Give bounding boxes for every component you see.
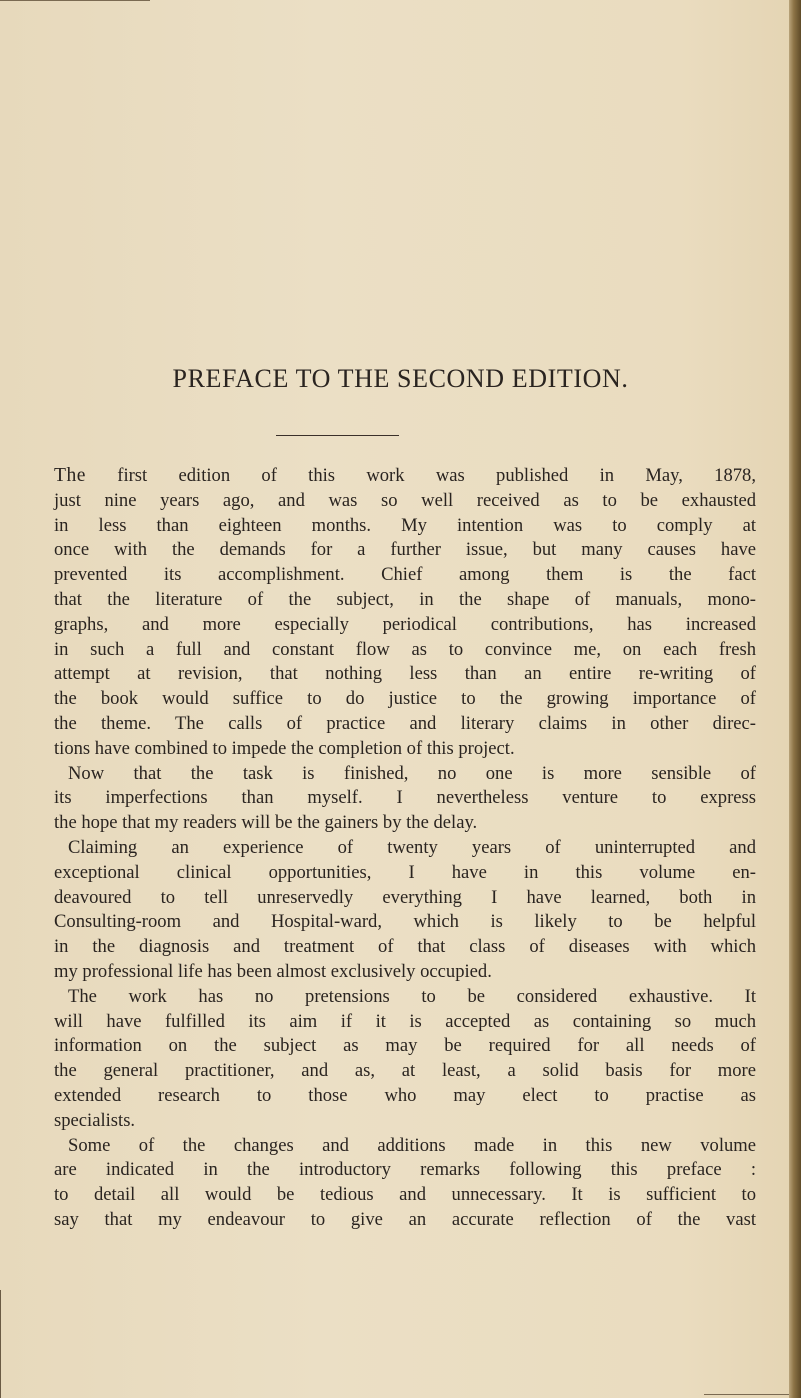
paragraph-line: The first edition of this work was published in May, 1878, bbox=[54, 465, 756, 486]
paragraph-line: extended research to those who may elect to practise as bbox=[54, 1084, 756, 1106]
paragraph-line: my professional life has been almost exclusively occupied. bbox=[54, 960, 492, 982]
paragraph-line: the hope that my readers will be the gainers by the delay. bbox=[54, 812, 478, 834]
paragraph-line: Now that the task is finished, no one is more sensible of bbox=[68, 762, 756, 784]
paragraph-line: its imperfections than myself. I nevertheless venture to express bbox=[54, 787, 756, 809]
paragraph-line: attempt at revision, that nothing less than an entire re-writing of bbox=[54, 663, 756, 685]
paragraph-line: tions have combined to impede the completion of this project. bbox=[54, 737, 515, 759]
paragraph-line: graphs, and more especially periodical contributions, has increased bbox=[54, 613, 756, 635]
paragraph-line: deavoured to tell unreservedly everything I have learned, both in bbox=[54, 886, 756, 908]
paragraph-line: Claiming an experience of twenty years of uninterrupted and bbox=[68, 836, 756, 858]
paragraph-line: to detail all would be tedious and unnecessary. It is sufficient to bbox=[54, 1184, 756, 1206]
title-divider bbox=[276, 435, 399, 436]
paragraph-line: in less than eighteen months. My intention was to comply at bbox=[54, 514, 756, 536]
top-edge-rule bbox=[0, 0, 150, 1]
paragraph-line: will have fulfilled its aim if it is accepted as containing so much bbox=[54, 1010, 756, 1032]
paragraph-line: exceptional clinical opportunities, I have in this volume en- bbox=[54, 861, 756, 883]
paragraph-line: specialists. bbox=[54, 1109, 136, 1131]
paragraph-line: The work has no pretensions to be considered exhaustive. It bbox=[68, 985, 756, 1007]
paragraph-line: that the literature of the subject, in the shape of manuals, mono- bbox=[54, 588, 756, 610]
paragraph-line: information on the subject as may be required for all needs of bbox=[54, 1035, 756, 1057]
paragraph-line: the book would suffice to do justice to the growing importance of bbox=[54, 688, 756, 710]
page-title: PREFACE TO THE SECOND EDITION. bbox=[172, 364, 629, 393]
paragraph-line: are indicated in the introductory remarks following this preface : bbox=[54, 1159, 756, 1181]
paragraph-line: the theme. The calls of practice and literary claims in other direc- bbox=[54, 712, 756, 734]
paragraph-line: say that my endeavour to give an accurate reflection of the vast bbox=[54, 1208, 756, 1230]
paragraph-line: the general practitioner, and as, at least, a solid basis for more bbox=[54, 1060, 756, 1082]
preface-body bbox=[54, 464, 756, 1233]
page-right-edge-shadow bbox=[789, 0, 801, 1398]
paragraph-line: just nine years ago, and was so well received as to be exhausted bbox=[54, 489, 756, 511]
paragraph-line: in the diagnosis and treatment of that class of diseases with which bbox=[54, 936, 756, 958]
paragraph-line: Consulting-room and Hospital-ward, which is likely to be helpful bbox=[54, 911, 756, 933]
page-left-edge-line bbox=[0, 1290, 1, 1398]
paragraph-line: in such a full and constant flow as to convince me, on each fresh bbox=[54, 638, 756, 660]
paragraph-line: once with the demands for a further issue, but many causes have bbox=[54, 539, 756, 561]
paragraph-line: Some of the changes and additions made in this new volume bbox=[68, 1134, 756, 1156]
bottom-edge-rule bbox=[704, 1394, 789, 1395]
opening-word: The bbox=[54, 465, 86, 486]
paragraph-line: prevented its accomplishment. Chief among them is the fact bbox=[54, 564, 756, 586]
